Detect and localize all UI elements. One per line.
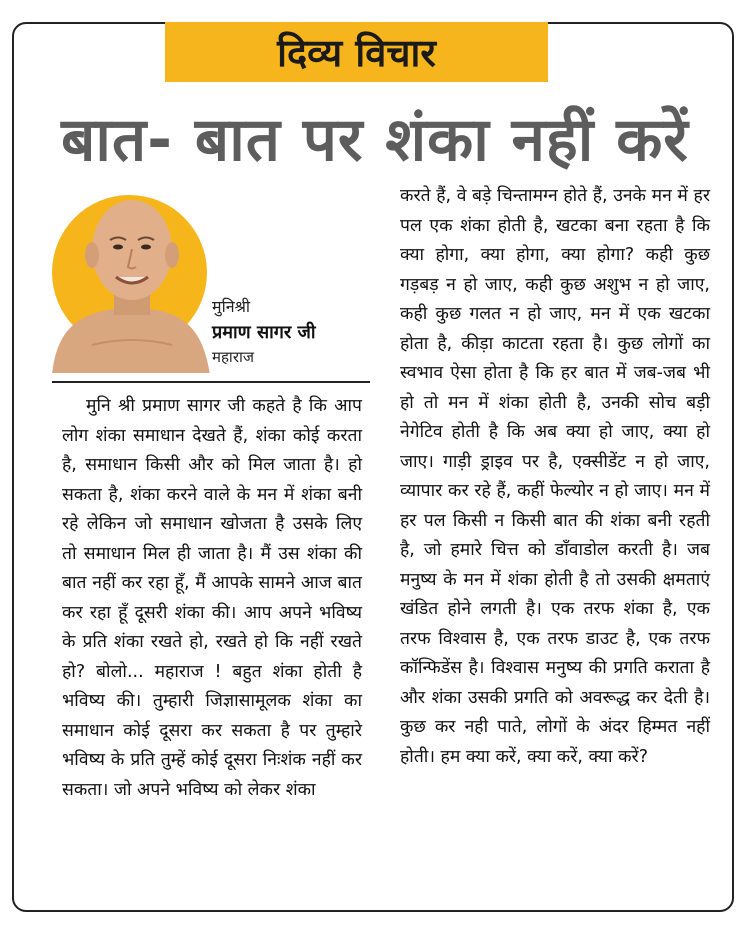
section-title: दिव्य विचार	[277, 31, 436, 75]
headline: बात- बात पर शंका नहीं करें	[61, 105, 689, 175]
article-column-left: मुनि श्री प्रमाण सागर जी कहते है कि आप लोग शंका समाधान देखते हैं, शंका कोई करता है, समाधान किसी और को मिल जाता है। हो सकता है, शंका करने वाले के मन में शंका बनी रहे लेकिन जो समाधान खोजता है उसके लिए तो समाधान मिल ही जाता है। मैं उस शंका की बात नहीं कर रहा हूँ, मैं आपके सामने आज बात कर रहा हूँ दूसरी शंका की। आप अपने भविष्य के प्रति शंका रखते हो, रखते हो कि नहीं रखते हो? बोलो... महाराज ! बहुत शंका होती है भविष्य की। तुम्हारी जिज्ञासामूलक शंका का समाधान कोई दूसरा कर सकता है पर तुम्हारे भविष्य के प्रति तुम्हें कोई दूसरा निःशंक नहीं कर सकता। जो अपने भविष्य को लेकर शंका	[62, 396, 362, 800]
author-suffix: महाराज	[212, 348, 254, 366]
byline-divider	[52, 381, 370, 383]
article-column-right: करते हैं, वे बड़े चिन्तामग्न होते हैं, उनके मन में हर पल एक शंका होती है, खटका बना रहता है कि क्या होगा, क्या होगा, क्या होगा? कही कुछ गड़बड़ न हो जाए, कही कुछ अशुभ न हो जाए, कही कुछ गलत न हो जाए, मन में एक खटका होता है, कीड़ा काटता रहता है। कुछ लोगों का स्वभाव ऐसा होता है कि हर बात में जब-जब भी हो तो मन में शंका होती है, उनकी सोच बड़ी नेगेटिव होती है कि अब क्या हो जाए, क्या हो जाए। गाड़ी ड्राइव पर है, एक्सीडेंट न हो जाए, व्यापार कर रहे हैं, कहीं फेल्योर न हो जाए। मन में हर पल किसी न किसी बात की शंका बनी रहती है, जो हमारे चित्त को डाँवाडोल करती है। जब मनुष्य के मन में शंका होती है तो उसकी क्षमताएं खंडित होने लगती है। एक तरफ शंका है, एक तरफ विश्वास है, एक तरफ डाउट है, एक तरफ कॉन्फिडेंस है। विश्वास मनुष्य की प्रगति कराता है और शंका उसकी प्रगति को अवरूद्ध कर देती है। कुछ कर नही पाते, लोगों के अंदर हिम्मत नहीं होती। हम क्या करें, क्या करें, क्या करें?	[400, 186, 710, 767]
author-name: प्रमाण सागर जी	[212, 322, 316, 343]
author-prefix: मुनिश्री	[212, 297, 251, 316]
section-banner	[165, 22, 548, 82]
portrait-of-monk-icon	[52, 185, 212, 375]
author-byline	[212, 295, 316, 367]
author-photo	[52, 185, 212, 375]
